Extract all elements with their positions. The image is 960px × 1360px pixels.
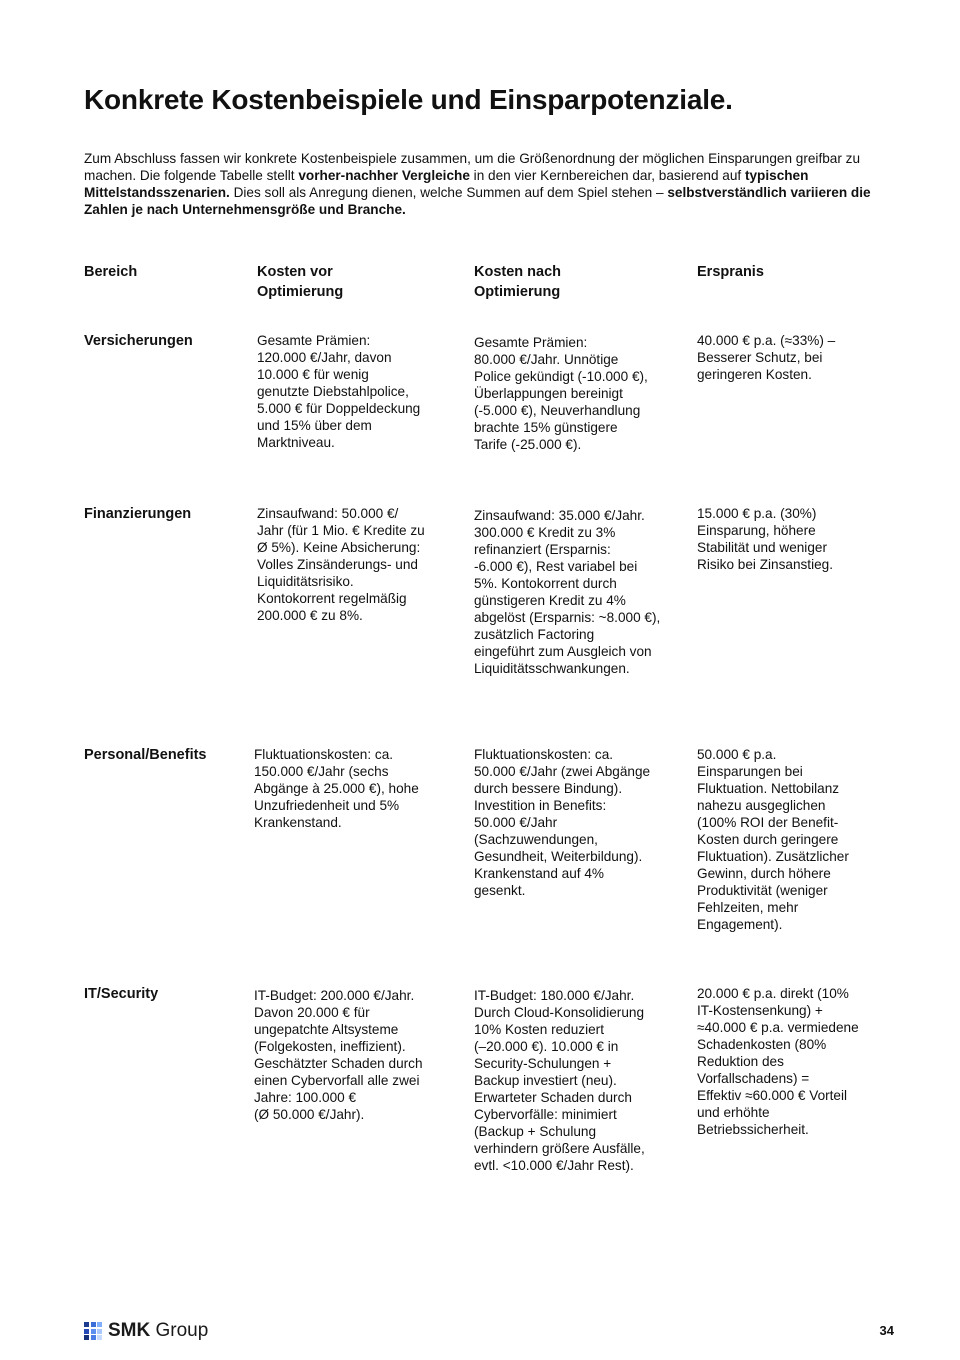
row-after-insurance: Gesamte Prämien: 80.000 €/Jahr. Unnötige Police gekündigt (-10.000 €), Überlappungen bereinigt (-5.000 €), Neuverhandlung brachte 15% günstigere Tarife (-25.000 €). (474, 335, 648, 452)
logo-text (108, 1320, 208, 1342)
intro-text-2: in den vier Kernbereichen dar, basierend auf (469, 168, 745, 183)
logo-square (84, 1322, 89, 1327)
table-header-before: Kosten vor Optimierung (257, 264, 344, 300)
intro-text-1: Zum Abschluss fassen wir konkrete Kostenbeispiele zusammen, um die Größenordnung der möglichen Einsparungen greifbar zu machen. Die folgende Tabelle stellt (84, 151, 861, 183)
logo-square (97, 1329, 102, 1334)
logo-square (97, 1322, 102, 1327)
smk-group-logo (84, 1320, 208, 1342)
page-number: 34 (879, 1323, 894, 1338)
intro-bold-1: vorher-nachher Vergleiche (298, 168, 470, 183)
table-header-after: Kosten nach Optimierung (474, 264, 562, 300)
logo-text-bold: SMK (108, 1320, 151, 1341)
logo-square (91, 1329, 96, 1334)
row-after-personnel: Fluktuationskosten: ca. 50.000 €/Jahr (zwei Abgänge durch bessere Bindung). Investition in Benefits: 50.000 €/Jahr (Sachzuwendungen, Gesundheit, Weiterbildung). Krankenstand auf 4% gesenkt. (474, 747, 651, 898)
row-before-insurance: Gesamte Prämien: 120.000 €/Jahr, davon 10.000 € für wenig genutzte Diebstahlpolice, 5.000 € für Doppeldeckung und 15% über dem Marktniveau. (257, 333, 421, 450)
logo-text-rest: Group (150, 1320, 209, 1341)
row-after-financing: Zinsaufwand: 35.000 €/Jahr. 300.000 € Kredit zu 3% refinanziert (Ersparnis: -6.000 €), Rest variabel bei 5%. Kontokorrent durch günstigeren Kredit zu 4% abgelöst (Ersparnis: ~8.000 €), zusätzlich Factoring eingeführt zum Ausgleich von Liquiditätsschwankungen. (474, 508, 661, 676)
row-savings-personnel: 50.000 € p.a. Einsparungen bei Fluktuation. Nettobilanz nahezu ausgeglichen (100% ROI der Benefit- Kosten durch geringere Fluktuation). Zusätzlicher Gewinn, durch höhere Produktivität (weniger Fehlzeiten, mehr Engagement). (697, 747, 849, 932)
table-header-savings: Erspranis (697, 264, 764, 280)
logo-square (84, 1329, 89, 1334)
row-savings-it-security: 20.000 € p.a. direkt (10% IT-Kostensenkung) + ≈40.000 € p.a. vermiedene Schadenkosten (80% Reduktion des Vorfallschadens) = Effektiv ≈60.000 € Vorteil und erhöhte Betriebssicherheit. (697, 986, 859, 1137)
intro-bold-2: typischen Mittelstandsszenarien. (84, 168, 809, 200)
logo-square (97, 1335, 102, 1340)
intro-text-3: Dies soll als Anregung dienen, welche Summen auf dem Spiel stehen – (229, 185, 668, 200)
logo-grid-icon (84, 1322, 102, 1340)
logo-square (91, 1322, 96, 1327)
logo-square (84, 1335, 89, 1340)
intro-paragraph (84, 150, 874, 218)
table-header-area: Bereich (84, 264, 138, 280)
row-area-insurance: Versicherungen (84, 333, 193, 349)
row-area-financing: Finanzierungen (84, 506, 192, 522)
row-after-it-security: IT-Budget: 180.000 €/Jahr. Durch Cloud-Konsolidierung 10% Kosten reduziert (–20.000 €). 10.000 € in Security-Schulungen + Backup investiert (neu). Erwarteter Schaden durch Cybervorfälle: minimiert (Backup + Schulung verhindern größere Ausfälle, evtl. <10.000 €/Jahr Rest). (474, 988, 645, 1173)
intro-bold-3: selbstverständlich variieren die Zahlen je nach Unternehmensgröße und Branche. (84, 185, 871, 217)
row-before-financing: Zinsaufwand: 50.000 €/ Jahr (für 1 Mio. € Kredite zu Ø 5%). Keine Absicherung: Volles Zinsänderungs- und Liquiditätsrisiko. Kontokorrent regelmäßig 200.000 € zu 8%. (257, 506, 425, 623)
row-before-personnel: Fluktuationskosten: ca. 150.000 €/Jahr (sechs Abgänge à 25.000 €), hohe Unzufriedenheit und 5% Krankenstand. (254, 747, 419, 830)
row-area-it-security: IT/Security (84, 986, 159, 1002)
page-title: Konkrete Kostenbeispiele und Einsparpotenziale. (84, 84, 733, 115)
row-savings-financing: 15.000 € p.a. (30%) Einsparung, höhere Stabilität und weniger Risiko bei Zinsanstieg. (697, 506, 833, 572)
logo-square (91, 1335, 96, 1340)
row-savings-insurance: 40.000 € p.a. (≈33%) – Besserer Schutz, bei geringeren Kosten. (697, 333, 836, 382)
row-before-it-security: IT-Budget: 200.000 €/Jahr. Davon 20.000 € für ungepatchte Altsysteme (Folgekosten, ineffizient). Geschätzter Schaden durch einen Cybervorfall alle zwei Jahre: 100.000 € (Ø 50.000 €/Jahr). (254, 988, 423, 1122)
row-area-personnel: Personal/Benefits (84, 747, 207, 763)
